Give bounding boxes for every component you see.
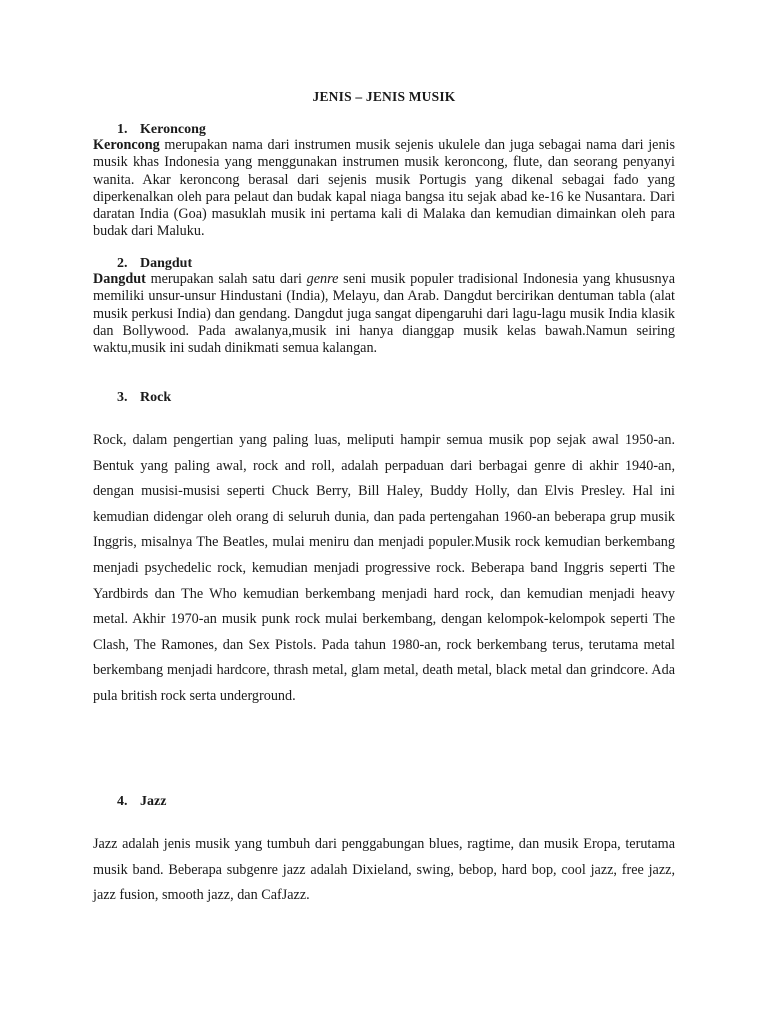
section-title: Jazz — [140, 794, 167, 809]
section-title: Rock — [140, 390, 172, 405]
paragraph-text: merupakan salah satu dari — [145, 271, 307, 287]
section-title: Dangdut — [140, 256, 193, 271]
section-number: 3. — [117, 390, 128, 405]
paragraph-text: Jazz adalah jenis musik yang tumbuh dari penggabungan blues, ragtime, dan musik Eropa, terutama musik band. Beberapa subgenre jazz adalah Dixieland, swing, bebop, hard bop, cool jazz, free jazz, jazz fusion, smooth jazz, dan CafJazz. — [93, 836, 675, 904]
document-title: JENIS – JENIS MUSIK — [312, 89, 456, 104]
paragraph-text: seni musik populer tradisional Indonesia yang khususnya memiliki unsur-unsur Hindustani (India), Melayu, dan Arab. Dangdut bercirikan dentuman tabla (alat musik perkusi India) dan gendang. Dangdut juga sangat dipengaruhi dari lagu-lagu musik India klasik dan Bollywood. Pada awalanya,musik ini hanya dianggap musik kelas bawah.Namun seiring waktu,musik ini sudah dinikmati semua kalangan. — [93, 271, 676, 357]
section-paragraph-keroncong — [93, 137, 675, 241]
paragraph-text: merupakan nama dari instrumen musik sejenis ukulele dan juga sebagai nama dari jenis musik khas Indonesia yang menggunakan instrumen musik keroncong, flute, dan seorang penyanyi wanita. Akar keroncong berasal dari sejenis musik Portugis yang dikenal sebagai fado yang diperkenalkan oleh para pelaut dan budak kapal niaga bangsa itu sejak abad ke-16 ke Nusantara. Dari daratan India (Goa) masuklah musik ini pertama kali di Malaka dan kemudian dimainkan oleh para budak dari Maluku. — [93, 137, 675, 240]
section-number: 2. — [117, 256, 128, 271]
section-heading-dangdut — [117, 256, 192, 272]
section-number: 4. — [117, 794, 128, 809]
section-heading-rock — [117, 390, 171, 406]
paragraph-lead-term: Dangdut — [93, 271, 146, 287]
section-paragraph-jazz — [93, 832, 675, 909]
section-paragraph-dangdut — [93, 271, 675, 357]
section-number: 1. — [117, 122, 128, 137]
paragraph-lead-term: Keroncong — [93, 137, 160, 153]
section-heading-jazz — [117, 794, 166, 810]
paragraph-text: Rock, dalam pengertian yang paling luas, meliputi hampir semua musik pop sejak awal 1950-an. Bentuk yang paling awal, rock and roll, adalah perpaduan dari berbagai genre di akhir 1940-an, dengan musisi-musisi seperti Chuck Berry, Bill Haley, Buddy Holly, dan Elvis Presley. Hal ini kemudian didengar oleh orang di seluruh dunia, dan pada pertengahan 1960-an beberapa grup musik Inggris, misalnya The Beatles, mulai meniru dan menjadi populer.Musik rock kemudian berkembang menjadi psychedelic rock, kemudian menjadi progressive rock. Beberapa band Inggris seperti The Yardbirds dan The Who kemudian berkembang menjadi hard rock, dan kemudian menjadi heavy metal. Akhir 1970-an musik punk rock mulai berkembang, dengan kelompok-kelompok seperti The Clash, The Ramones, dan Sex Pistols. Pada tahun 1980-an, rock berkembang terus, terutama metal berkembang menjadi hardcore, thrash metal, glam metal, death metal, black metal dan grindcore. Ada pula british rock serta underground. — [93, 432, 675, 704]
section-title: Keroncong — [140, 122, 206, 137]
paragraph-italic-term: genre — [306, 271, 339, 287]
section-heading-keroncong — [117, 122, 206, 138]
section-paragraph-rock — [93, 428, 675, 710]
